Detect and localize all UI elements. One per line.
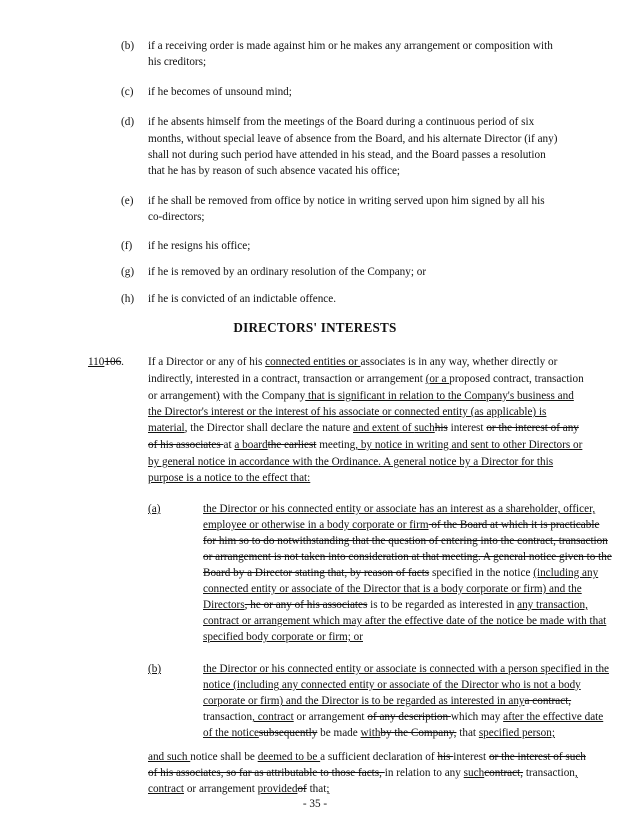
condition-item-line: if he is convicted of an indictable offence. (148, 293, 337, 305)
article-line: If a Director or any of his connected entities or associates is in any way, whether directly or (148, 356, 558, 368)
article-line: the Director's interest or the interest of his associate or connected entity (as applicable) is (148, 406, 547, 418)
sub-item-line: connected entity or associate of the Director that is a body corporate or firm) and the (203, 583, 582, 595)
condition-item-line: co-directors; (148, 211, 205, 223)
sub-item-line: or arrangement is not taken into consideration at that meeting. A general notice given to the (203, 551, 612, 563)
condition-item-line: if he resigns his office; (148, 240, 251, 252)
condition-item-label: (f) (121, 240, 133, 252)
condition-item-label: (b) (121, 40, 135, 52)
sub-item-label: (a) (148, 503, 161, 515)
condition-item-line: shall not during such period have attended in his stead, and the Board passes a resolution (148, 149, 546, 161)
condition-item-line: if he becomes of unsound mind; (148, 86, 292, 98)
condition-item-label: (g) (121, 266, 135, 278)
sub-item-label: (b) (148, 663, 162, 675)
sub-item-line: notice (including any connected entity or associate of the Director who is not a body (203, 679, 581, 691)
condition-item-line: if he absents himself from the meetings of the Board during a continuous period of six (148, 116, 535, 128)
closing-line: of his associates, so far as attributable to those facts, in relation to any suchcontract, transaction, (148, 767, 578, 779)
section-heading: DIRECTORS' INTERESTS (233, 320, 397, 335)
condition-item-line: his creditors; (148, 56, 207, 68)
condition-item-line: months, without special leave of absence from the Board, and his alternate Director (if any) (148, 133, 558, 145)
closing-line: and such notice shall be deemed to be a sufficient declaration of his interest or the interest of such (148, 751, 586, 763)
condition-item-line: that he has by reason of such absence vacated his office; (148, 165, 401, 177)
condition-item-label: (h) (121, 293, 135, 305)
article-line: by general notice in accordance with the Ordinance. A general notice by a Director for this (148, 456, 554, 468)
closing-line: contract or arrangement providedof that; (148, 783, 330, 795)
sub-item-line: Board by a Director stating that, by reason of facts specified in the notice (including any (203, 567, 599, 579)
sub-item-line: the Director or his connected entity or associate has an interest as a shareholder, officer, (203, 503, 596, 515)
sub-item-line: specified body corporate or firm; or (203, 631, 363, 643)
sub-item-line: the Director or his connected entity or associate is connected with a person specified in the (203, 663, 610, 675)
sub-item-line: Directors, he or any of his associates is to be regarded as interested in any transaction, (203, 599, 588, 611)
sub-item-line: for him so to do notwithstanding that the question of entering into the contract, transaction (203, 535, 608, 547)
article-line: material, the Director shall declare the nature and extent of suchhis interest or the interest of any (148, 422, 579, 434)
sub-item-line: contract or arrangement which may after the effective date of the notice be made with that (203, 615, 607, 627)
page-number: - 35 - (302, 798, 328, 810)
article-line: indirectly, interested in a contract, transaction or arrangement (or a proposed contract, transaction (148, 373, 584, 385)
condition-item-label: (e) (121, 195, 134, 207)
article-line: purpose is a notice to the effect that: (148, 472, 311, 484)
condition-item-line: if a receiving order is made against him or he makes any arrangement or composition with (148, 40, 553, 52)
article-number: 110106. (88, 356, 124, 368)
article-line: or arrangement) with the Company that is significant in relation to the Company's business and (148, 390, 574, 402)
article-line: of his associates at a boardthe earliest meeting, by notice in writing and sent to other Directors or (148, 439, 583, 451)
condition-item-line: if he is removed by an ordinary resolution of the Company; or (148, 266, 427, 278)
sub-item-line: transaction, contract or arrangement of any description which may after the effective date (203, 711, 604, 723)
sub-item-line: of the noticesubsequently be made withby the Company, that specified person; (203, 727, 555, 739)
condition-item-line: if he shall be removed from office by notice in writing served upon him signed by all his (148, 195, 545, 207)
condition-item-label: (d) (121, 116, 135, 128)
condition-item-label: (c) (121, 86, 134, 98)
sub-item-line: corporate or firm) and the Director is to be regarded as interested in anya contract, (203, 695, 572, 707)
sub-item-line: employee or otherwise in a body corporate or firm of the Board at which it is practicable (203, 519, 600, 531)
